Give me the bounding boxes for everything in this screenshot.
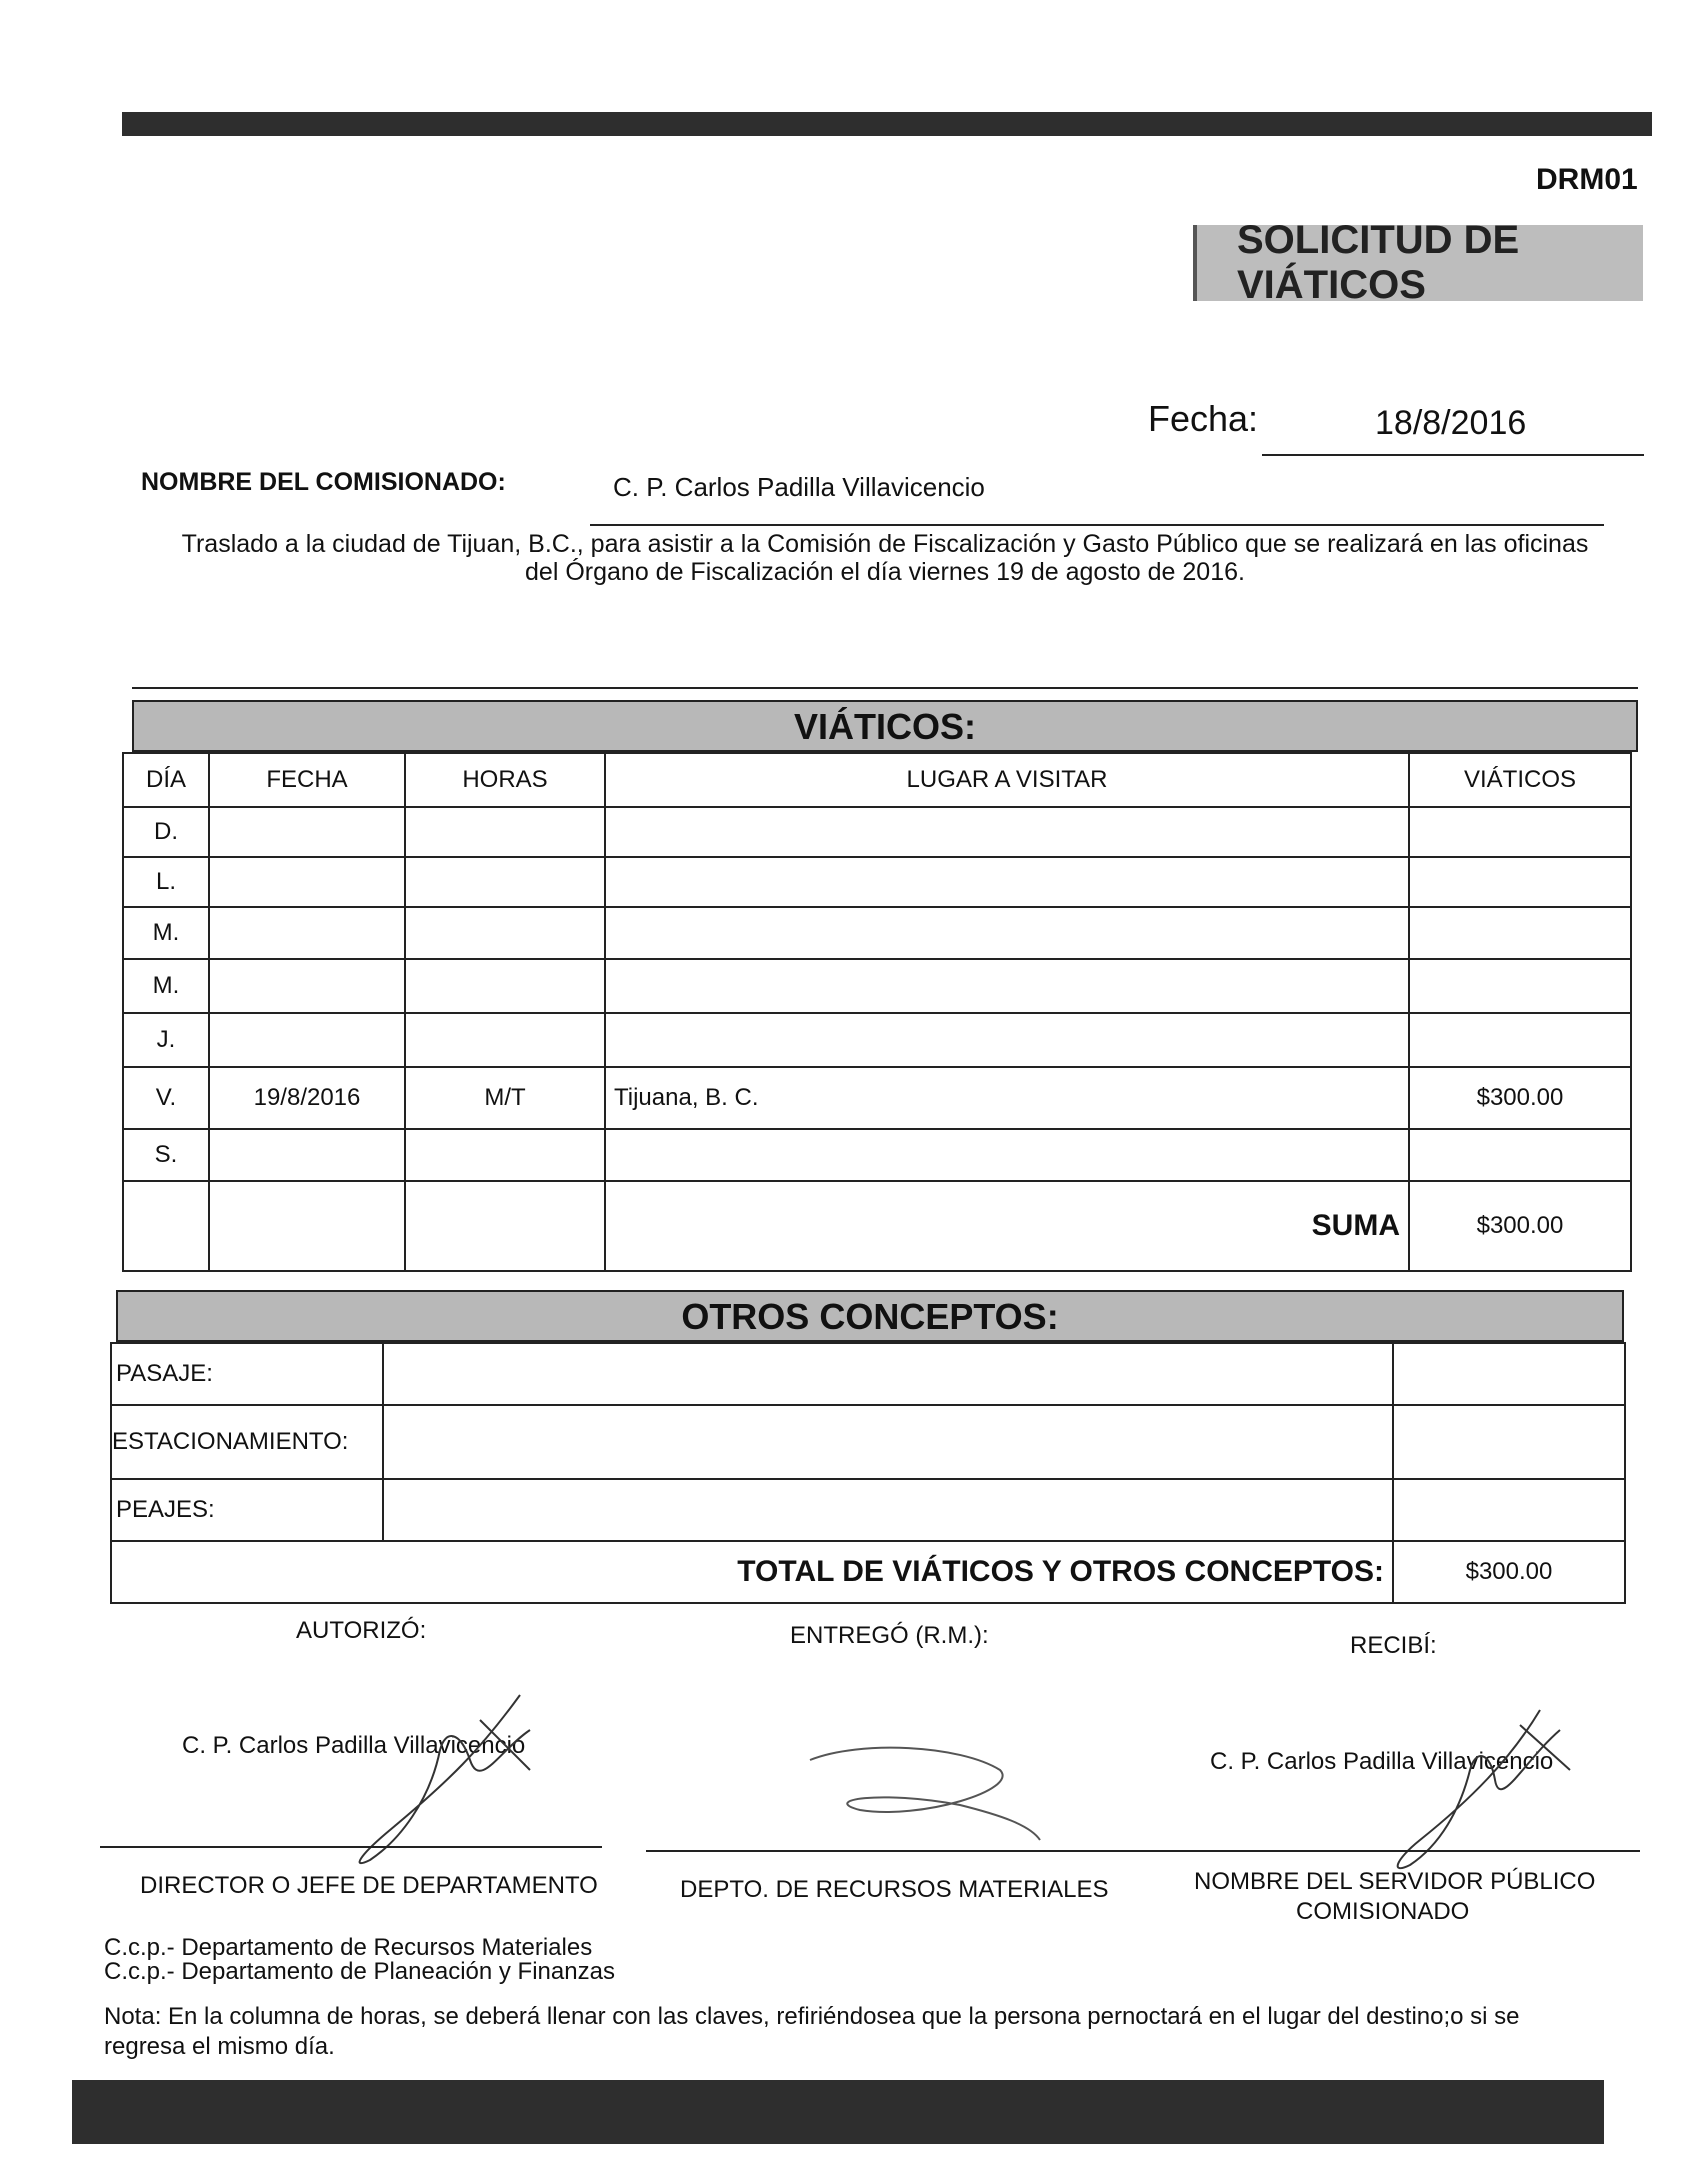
table-row xyxy=(123,807,1631,857)
viaticos-heading: VIÁTICOS: xyxy=(132,700,1638,752)
suma-value: $300.00 xyxy=(1409,1181,1631,1271)
cell-horas xyxy=(405,907,605,959)
pasaje-value xyxy=(1393,1343,1625,1405)
nombre-label: NOMBRE DEL COMISIONADO: xyxy=(141,468,506,496)
autorizo-nombre: C. P. Carlos Padilla Villavicencio xyxy=(182,1732,526,1759)
cell-lugar xyxy=(605,1129,1409,1181)
entrego-label: ENTREGÓ (R.M.): xyxy=(790,1622,989,1649)
form-title: SOLICITUD DE VIÁTICOS xyxy=(1193,225,1643,301)
fecha-label: Fecha: xyxy=(1148,398,1259,439)
estacionamiento-description xyxy=(383,1405,1393,1479)
descripcion: Traslado a la ciudad de Tijuan, B.C., para asistir a la Comisión de Fiscalización y Gasto Público que se realizará en las oficinas del Órgano de Fiscalización el día viernes 19 de agosto de 2016. xyxy=(181,530,1589,586)
cell-monto xyxy=(1409,1129,1631,1181)
cell-monto xyxy=(1409,959,1631,1013)
header-horas: HORAS xyxy=(405,753,605,807)
table-row xyxy=(123,1067,1631,1129)
cell-lugar xyxy=(605,907,1409,959)
cell-monto xyxy=(1409,907,1631,959)
peajes-label: PEAJES: xyxy=(111,1479,383,1541)
table-row xyxy=(123,907,1631,959)
pasaje-description xyxy=(383,1343,1393,1405)
header-dia: DÍA xyxy=(123,753,209,807)
nota: Nota: En la columna de horas, se deberá llenar con las claves, refiriéndosea que la persona pernoctará en el lugar del destino;o si se regresa el mismo día. xyxy=(104,2003,1520,2060)
suma-empty-cell xyxy=(123,1181,209,1271)
ccp-line: C.c.p.- Departamento de Planeación y Finanzas xyxy=(104,1958,615,1985)
cell-monto xyxy=(1409,807,1631,857)
cell-dia: V. xyxy=(123,1067,209,1129)
total-row xyxy=(111,1541,1625,1603)
cell-horas xyxy=(405,1013,605,1067)
form-code: DRM01 xyxy=(1536,163,1638,196)
autorizo-label: AUTORIZÓ: xyxy=(296,1617,427,1644)
cell-fecha xyxy=(209,907,405,959)
bottom-band xyxy=(72,2080,1604,2144)
table-row xyxy=(123,1013,1631,1067)
top-band xyxy=(122,112,1652,136)
table-row xyxy=(123,1129,1631,1181)
nombre-value: C. P. Carlos Padilla Villavicencio xyxy=(613,472,985,502)
cell-horas xyxy=(405,807,605,857)
cell-dia: M. xyxy=(123,959,209,1013)
estacionamiento-value xyxy=(1393,1405,1625,1479)
cell-fecha xyxy=(209,1013,405,1067)
recibi-cargo-2: COMISIONADO xyxy=(1296,1898,1470,1925)
signature-recibi xyxy=(1360,1700,1590,1890)
suma-empty-cell xyxy=(405,1181,605,1271)
peajes-description xyxy=(383,1479,1393,1541)
cell-dia: L. xyxy=(123,857,209,907)
cell-fecha xyxy=(209,807,405,857)
otros-table xyxy=(110,1342,1626,1604)
recibi-nombre: C. P. Carlos Padilla Villavicencio xyxy=(1210,1748,1554,1775)
suma-empty-cell xyxy=(209,1181,405,1271)
cell-dia: M. xyxy=(123,907,209,959)
ccp-line: C.c.p.- Departamento de Recursos Materiales xyxy=(104,1934,593,1961)
cell-dia: S. xyxy=(123,1129,209,1181)
signature-line xyxy=(100,1846,602,1848)
entrego-cargo: DEPTO. DE RECURSOS MATERIALES xyxy=(680,1876,1109,1903)
cell-dia: D. xyxy=(123,807,209,857)
recibi-label: RECIBÍ: xyxy=(1350,1632,1437,1659)
header-fecha: FECHA xyxy=(209,753,405,807)
cell-lugar xyxy=(605,857,1409,907)
signature-entrego xyxy=(800,1730,1060,1850)
cell-fecha: 19/8/2016 xyxy=(209,1067,405,1129)
cell-lugar: Tijuana, B. C. xyxy=(605,1067,1409,1129)
fecha-underline xyxy=(1262,454,1644,456)
otros-heading: OTROS CONCEPTOS: xyxy=(116,1290,1624,1342)
viaticos-header-row xyxy=(123,753,1631,807)
nombre-underline xyxy=(590,524,1604,526)
signature-line xyxy=(646,1850,1640,1852)
table-row xyxy=(111,1405,1625,1479)
pasaje-label: PASAJE: xyxy=(111,1343,383,1405)
table-row xyxy=(123,959,1631,1013)
table-row xyxy=(111,1343,1625,1405)
cell-fecha xyxy=(209,1129,405,1181)
cell-lugar xyxy=(605,1013,1409,1067)
header-lugar: LUGAR A VISITAR xyxy=(605,753,1409,807)
cell-fecha xyxy=(209,959,405,1013)
signature-autorizo xyxy=(330,1690,560,1880)
autorizo-cargo: DIRECTOR O JEFE DE DEPARTAMENTO xyxy=(140,1872,598,1899)
fecha-value: 18/8/2016 xyxy=(1375,404,1527,442)
cell-horas xyxy=(405,857,605,907)
cell-lugar xyxy=(605,959,1409,1013)
cell-horas xyxy=(405,1129,605,1181)
estacionamiento-label: ESTACIONAMIENTO: xyxy=(111,1405,383,1479)
suma-label: SUMA xyxy=(605,1181,1409,1271)
section-separator xyxy=(132,687,1638,689)
table-row xyxy=(111,1479,1625,1541)
peajes-value xyxy=(1393,1479,1625,1541)
cell-fecha xyxy=(209,857,405,907)
total-label: TOTAL DE VIÁTICOS Y OTROS CONCEPTOS: xyxy=(111,1541,1393,1603)
cell-monto xyxy=(1409,857,1631,907)
cell-horas: M/T xyxy=(405,1067,605,1129)
cell-horas xyxy=(405,959,605,1013)
recibi-cargo-1: NOMBRE DEL SERVIDOR PÚBLICO xyxy=(1194,1868,1596,1895)
table-row xyxy=(123,857,1631,907)
cell-monto xyxy=(1409,1013,1631,1067)
suma-row xyxy=(123,1181,1631,1271)
viaticos-table xyxy=(122,752,1632,1272)
total-value: $300.00 xyxy=(1393,1541,1625,1603)
cell-lugar xyxy=(605,807,1409,857)
cell-dia: J. xyxy=(123,1013,209,1067)
header-viaticos: VIÁTICOS xyxy=(1409,753,1631,807)
cell-monto: $300.00 xyxy=(1409,1067,1631,1129)
